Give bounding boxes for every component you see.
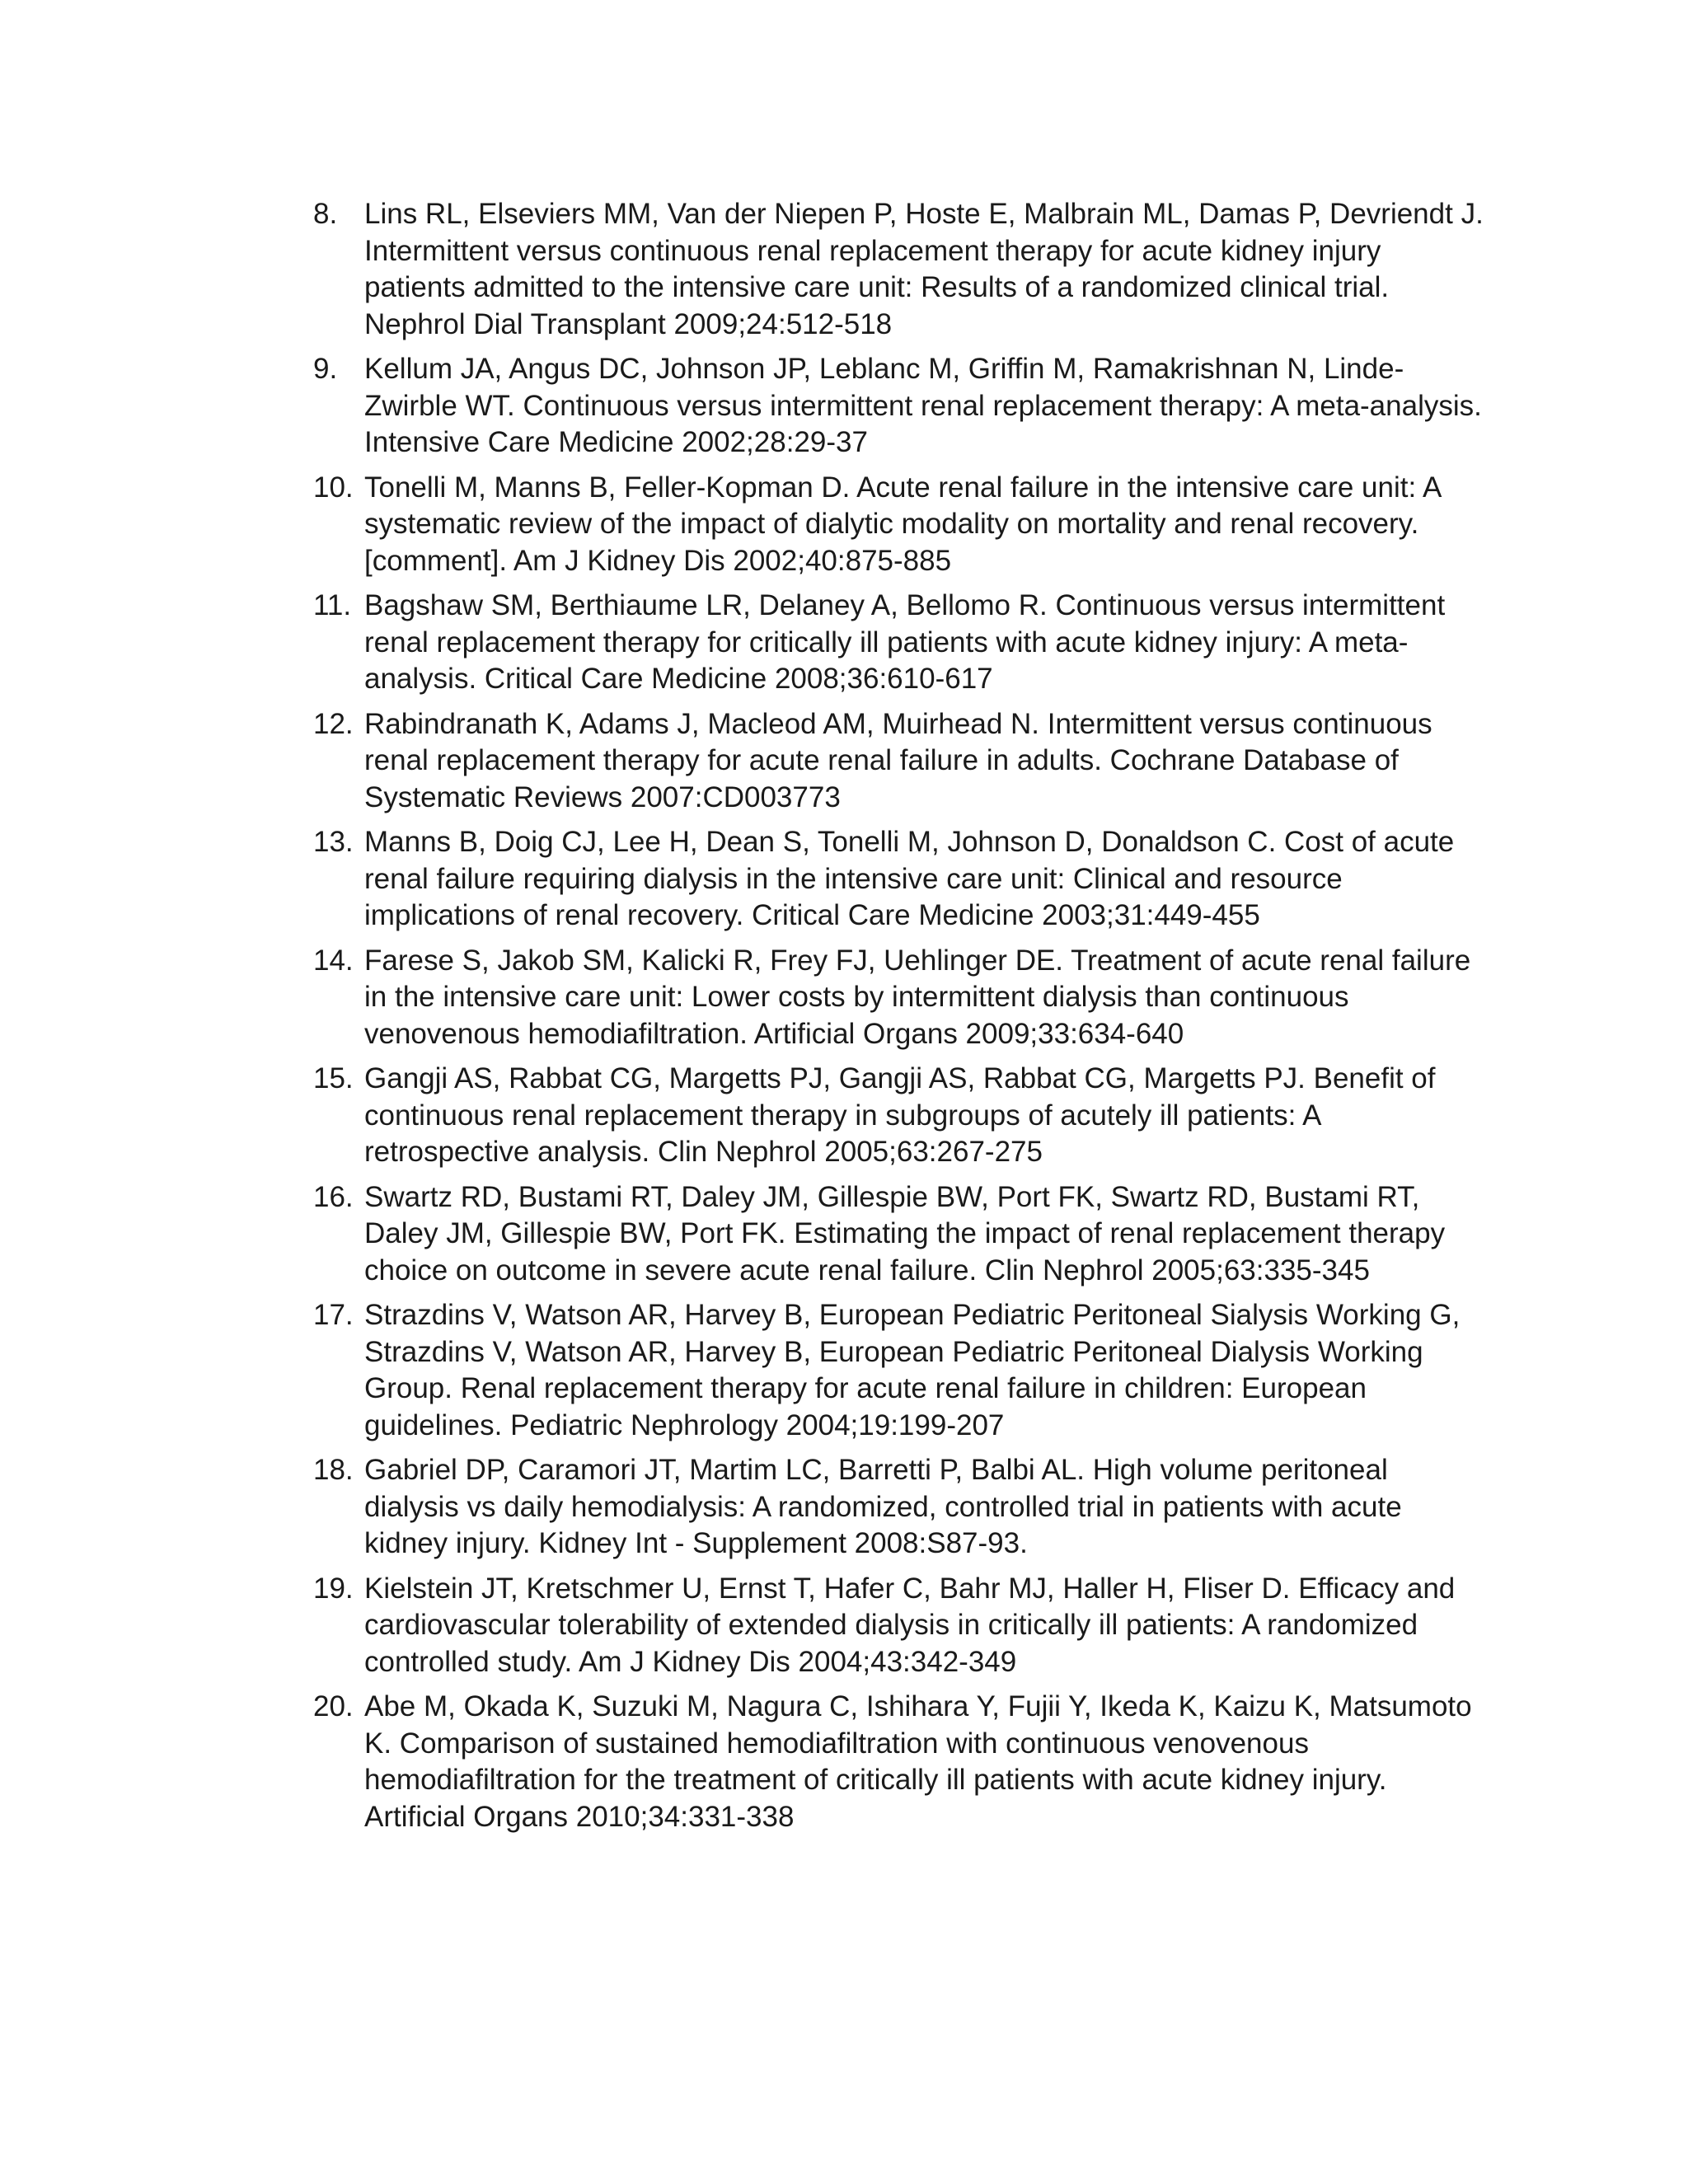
reference-number: 19. <box>313 1572 354 1605</box>
reference-item <box>313 470 1484 580</box>
reference-item <box>313 1689 1484 1835</box>
reference-text: Kellum JA, Angus DC, Johnson JP, Leblanc M, Griffin M, Ramakrishnan N, Linde-Zwirble WT. Continuous versus intermittent renal replacement therapy: A meta-analysis. Intensive Care Medicine 2002;28:29-37 <box>364 353 1482 458</box>
reference-number: 11. <box>313 589 352 621</box>
reference-number: 13. <box>313 826 354 858</box>
reference-number: 17. <box>313 1299 354 1331</box>
reference-text: Kielstein JT, Kretschmer U, Ernst T, Hafer C, Bahr MJ, Haller H, Fliser D. Efficacy and cardiovascular tolerability of extended dialysis in critically ill patients: A randomized controlled study. Am J Kidney Dis 2004;43:342-349 <box>364 1572 1456 1678</box>
reference-item <box>313 351 1484 462</box>
reference-item <box>313 1297 1484 1444</box>
reference-text: Bagshaw SM, Berthiaume LR, Delaney A, Bellomo R. Continuous versus intermittent renal replacement therapy for critically ill patients with acute kidney injury: A meta-analysis. Critical Care Medicine 2008;36:610-617 <box>364 589 1446 695</box>
reference-number: 10. <box>313 471 354 504</box>
reference-text: Farese S, Jakob SM, Kalicki R, Frey FJ, Uehlinger DE. Treatment of acute renal failure in the intensive care unit: Lower costs by intermittent dialysis than continuous venovenous hemodiafiltration. Artificial Organs 2009;33:634-640 <box>364 944 1471 1050</box>
reference-text: Manns B, Doig CJ, Lee H, Dean S, Tonelli M, Johnson D, Donaldson C. Cost of acute renal failure requiring dialysis in the intensive care unit: Clinical and resource implications of renal recovery. Critical Care Medicine 2003;31:449-455 <box>364 826 1455 931</box>
reference-number: 8. <box>313 198 338 230</box>
reference-number: 15. <box>313 1062 354 1094</box>
reference-number: 12. <box>313 707 354 740</box>
reference-number: 14. <box>313 944 354 977</box>
reference-item <box>313 1179 1484 1290</box>
reference-text: Swartz RD, Bustami RT, Daley JM, Gillespie BW, Port FK, Swartz RD, Bustami RT, Daley JM, Gillespie BW, Port FK. Estimating the impact of renal replacement therapy choice on outcome in severe acute renal failure. Clin Nephrol 2005;63:335-345 <box>364 1180 1446 1286</box>
reference-number: 16. <box>313 1180 354 1213</box>
reference-text: Lins RL, Elseviers MM, Van der Niepen P, Hoste E, Malbrain ML, Damas P, Devriendt J. Intermittent versus continuous renal replacement therapy for acute kidney injury patients admitted to the intensive care unit: Results of a randomized clinical trial. Nephrol Dial Transplant 2009;24:512-518 <box>364 198 1484 340</box>
reference-text: Strazdins V, Watson AR, Harvey B, European Pediatric Peritoneal Sialysis Working G, Strazdins V, Watson AR, Harvey B, European Pediatric Peritoneal Dialysis Working Group. Renal replacement therapy for acute renal failure in children: European guidelines. Pediatric Nephrology 2004;19:199-207 <box>364 1299 1461 1441</box>
reference-item <box>313 706 1484 817</box>
reference-number: 9. <box>313 353 338 385</box>
reference-text: Rabindranath K, Adams J, Macleod AM, Muirhead N. Intermittent versus continuous renal replacement therapy for acute renal failure in adults. Cochrane Database of Systematic Reviews 2007:CD003773 <box>364 707 1432 813</box>
reference-number: 18. <box>313 1454 354 1486</box>
reference-text: Abe M, Okada K, Suzuki M, Nagura C, Ishihara Y, Fujii Y, Ikeda K, Kaizu K, Matsumoto K. Comparison of sustained hemodiafiltration with continuous venovenous hemodiafiltration for the treatment of critically ill patients with acute kidney injury. Artificial Organs 2010;34:331-338 <box>364 1690 1472 1833</box>
reference-item <box>313 1571 1484 1681</box>
reference-text: Tonelli M, Manns B, Feller-Kopman D. Acute renal failure in the intensive care unit: A systematic review of the impact of dialytic modality on mortality and renal recovery.[comment]. Am J Kidney Dis 2002;40:875-885 <box>364 471 1441 577</box>
reference-item <box>313 943 1484 1053</box>
reference-item <box>313 824 1484 935</box>
reference-list <box>313 196 1484 1844</box>
reference-text: Gangji AS, Rabbat CG, Margetts PJ, Gangji AS, Rabbat CG, Margetts PJ. Benefit of continuous renal replacement therapy in subgroups of acutely ill patients: A retrospective analysis. Clin Nephrol 2005;63:267-275 <box>364 1062 1436 1168</box>
reference-item <box>313 196 1484 343</box>
reference-item <box>313 588 1484 698</box>
reference-text: Gabriel DP, Caramori JT, Martim LC, Barretti P, Balbi AL. High volume peritoneal dialysis vs daily hemodialysis: A randomized, controlled trial in patients with acute kidney injury. Kidney Int - Supplement 2008:S87-93. <box>364 1454 1402 1559</box>
reference-item <box>313 1452 1484 1563</box>
reference-item <box>313 1061 1484 1171</box>
reference-number: 20. <box>313 1690 354 1722</box>
